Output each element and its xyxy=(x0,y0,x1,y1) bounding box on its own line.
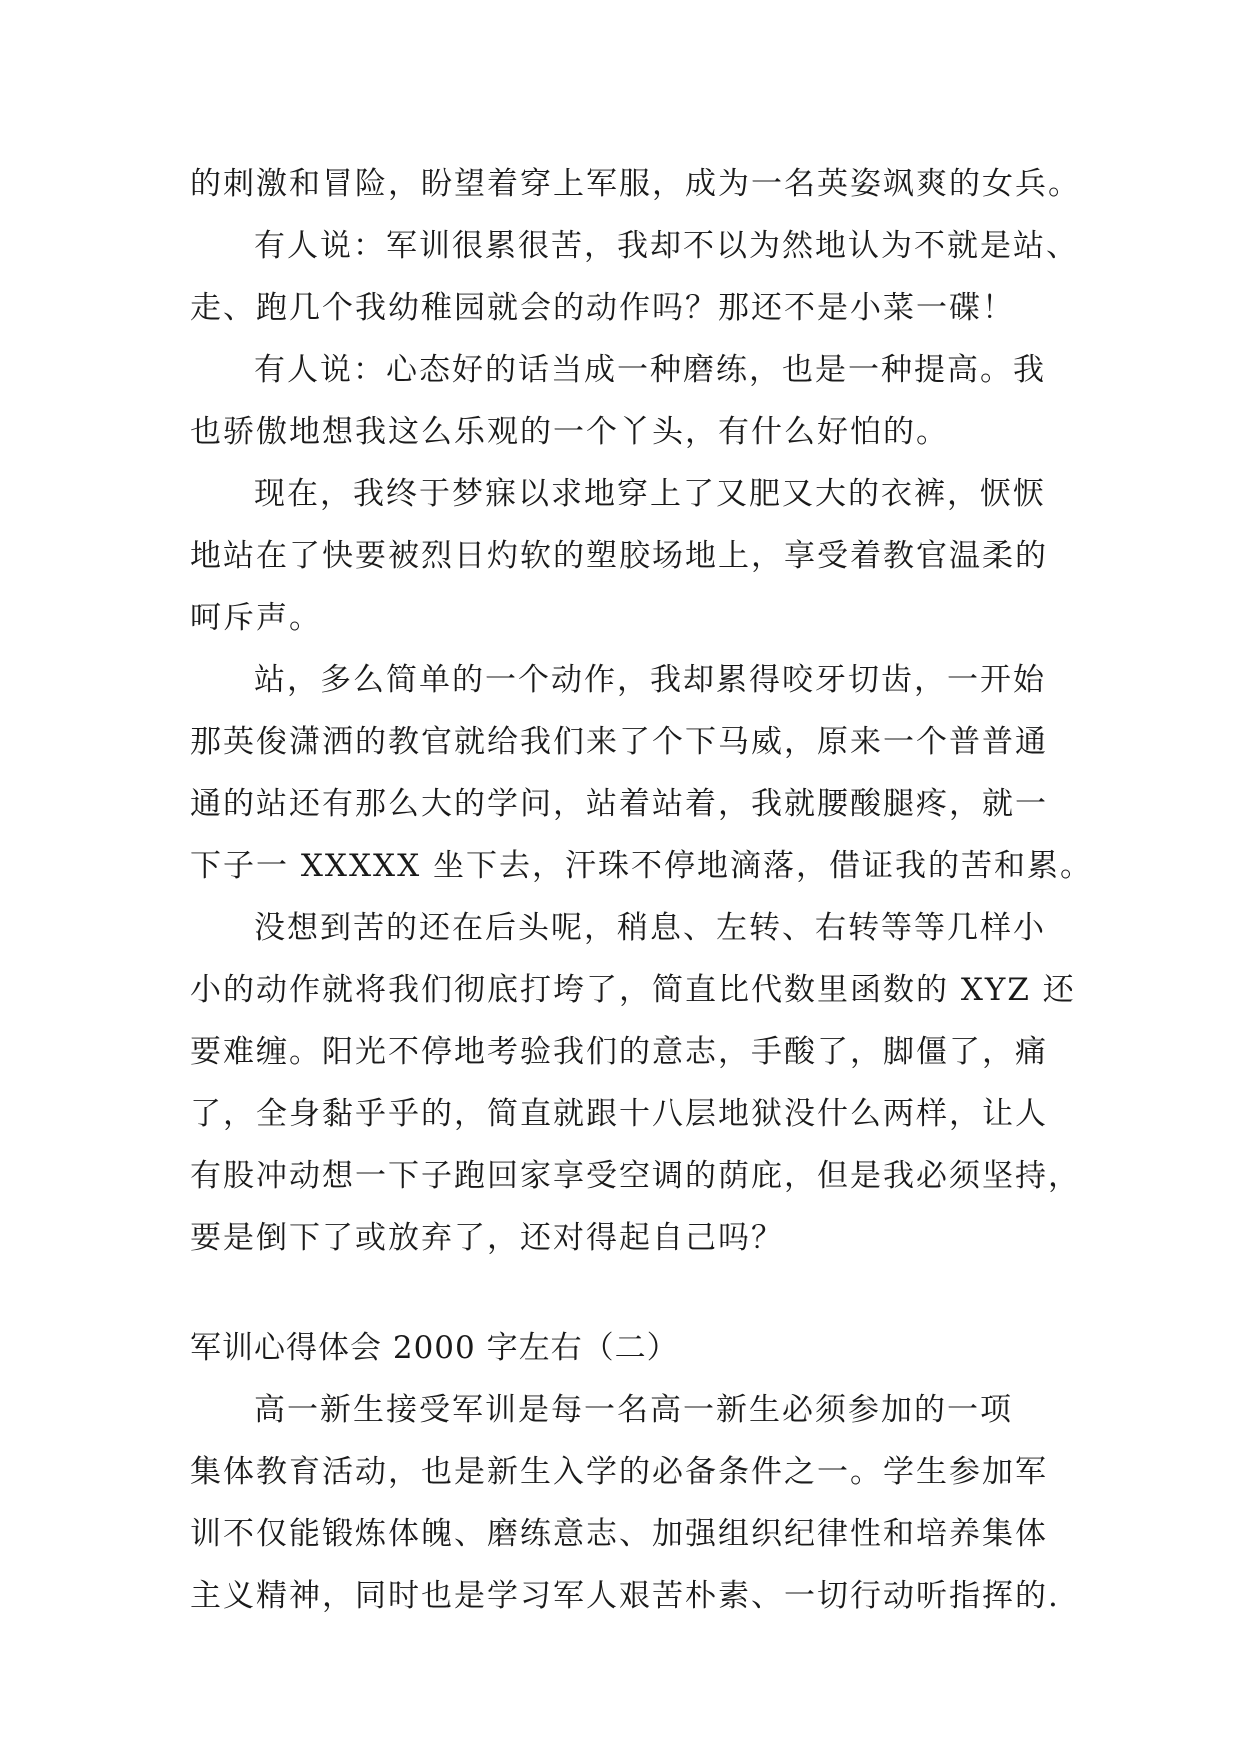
text-line: 的刺激和冒险，盼望着穿上军服，成为一名英姿飒爽的女兵。 xyxy=(190,166,1081,202)
paragraph xyxy=(190,153,1081,215)
paragraph xyxy=(190,1379,1060,1627)
text-line: 站，多么简单的一个动作，我却累得咬牙切齿，一开始 xyxy=(254,662,1046,698)
text-line: 高一新生接受军训是每一名高一新生必须参加的一项 xyxy=(254,1392,1013,1428)
text-line: 要是倒下了或放弃了，还对得起自己吗？ xyxy=(190,1220,784,1256)
text-line: 了，全身黏乎乎的，简直就跟十八层地狱没什么两样，让人 xyxy=(190,1096,1048,1132)
essay-part-one xyxy=(190,153,1094,1269)
text-line: 那英俊潇洒的教官就给我们来了个下马威，原来一个普普通 xyxy=(190,724,1048,760)
text-line: 要难缠。阳光不停地考验我们的意志，手酸了，脚僵了，痛 xyxy=(190,1034,1048,1070)
paragraph xyxy=(190,463,1060,649)
text-line: 通的站还有那么大的学问，站着站着，我就腰酸腿疼，就一 xyxy=(190,786,1048,822)
text-line: 训不仅能锻炼体魄、磨练意志、加强组织纪律性和培养集体 xyxy=(190,1516,1048,1552)
text-line: 下子一 XXXXX 坐下去，汗珠不停地滴落，借证我的苦和累。 xyxy=(190,848,1094,884)
text-line: 有股冲动想一下子跑回家享受空调的荫庇，但是我必须坚持， xyxy=(190,1158,1081,1194)
text-line: 主义精神，同时也是学习军人艰苦朴素、一切行动听指挥的. xyxy=(190,1578,1060,1614)
text-line: 有人说：心态好的话当成一种磨练，也是一种提高。我 xyxy=(254,352,1046,388)
paragraph xyxy=(190,339,1060,463)
section-heading: 军训心得体会 2000 字左右（二） xyxy=(190,1330,679,1366)
paragraph xyxy=(190,649,1094,897)
text-line: 有人说：军训很累很苦，我却不以为然地认为不就是站、 xyxy=(254,228,1079,264)
text-line: 现在，我终于梦寐以求地穿上了又肥又大的衣裤，恹恹 xyxy=(254,476,1046,512)
paragraph xyxy=(190,897,1081,1269)
text-line: 走、跑几个我幼稚园就会的动作吗？那还不是小菜一碟！ xyxy=(190,290,1015,326)
text-line: 小的动作就将我们彻底打垮了，简直比代数里函数的 XYZ 还 xyxy=(190,972,1076,1008)
text-line: 也骄傲地想我这么乐观的一个丫头，有什么好怕的。 xyxy=(190,414,949,450)
paragraph xyxy=(190,215,1079,339)
text-line: 呵斥声。 xyxy=(190,600,322,636)
document-body xyxy=(190,153,1094,1627)
essay-part-two xyxy=(190,1379,1060,1627)
text-line: 集体教育活动，也是新生入学的必备条件之一。学生参加军 xyxy=(190,1454,1048,1490)
text-line: 地站在了快要被烈日灼软的塑胶场地上，享受着教官温柔的 xyxy=(190,538,1048,574)
text-line: 没想到苦的还在后头呢，稍息、左转、右转等等几样小 xyxy=(254,910,1046,946)
